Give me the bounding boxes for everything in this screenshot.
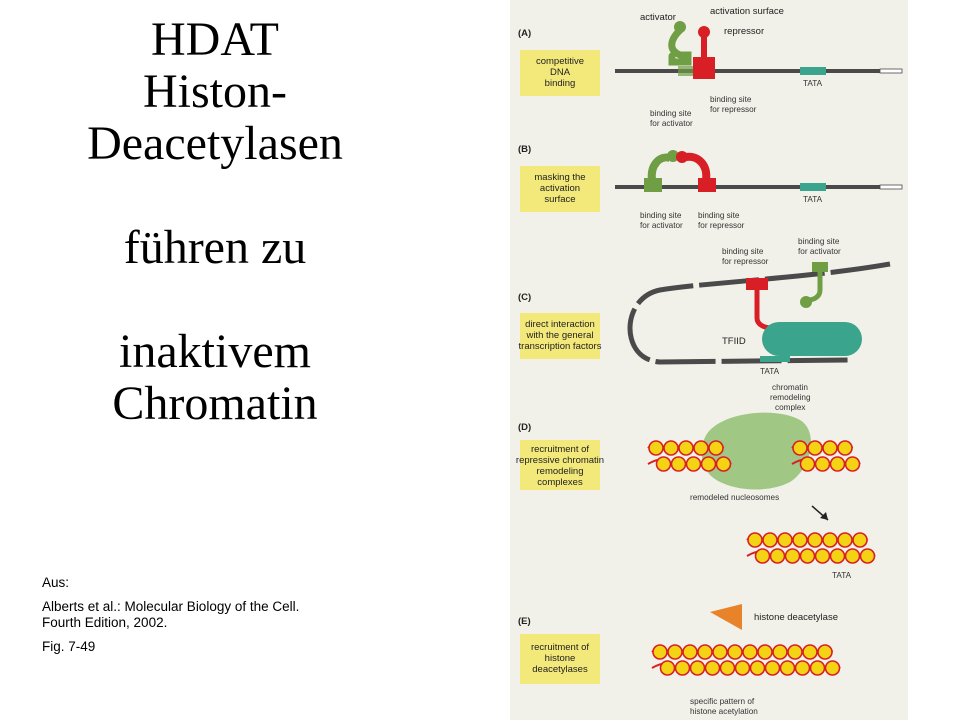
panel-c-label: (C): [518, 292, 532, 303]
panel-c-activator-head: [800, 296, 812, 308]
citation-line-2: Fourth Edition, 2002.: [42, 615, 168, 630]
panel-e-pattern-1: specific pattern of: [690, 697, 755, 706]
title-line-5: inaktivem: [119, 325, 311, 378]
panel-c-tfiid-label: TFIID: [722, 336, 746, 347]
panel-d-left-nucleosome: [649, 441, 663, 455]
panel-e-nucleosome: [758, 645, 772, 659]
panel-e-nucleosome: [751, 661, 765, 675]
panel-d-right-nucleosome: [816, 457, 830, 471]
panel-e-nucleosome: [773, 645, 787, 659]
panel-b-tata-box: [800, 183, 826, 191]
panel-e-nucleosome: [713, 645, 727, 659]
panel-d-result-nucleosome: [808, 533, 822, 547]
panel-d-left-nucleosome: [702, 457, 716, 471]
panel-d-result-nucleosome: [763, 533, 777, 547]
panel-d-right-nucleosome: [823, 441, 837, 455]
panel-e-nucleosome: [818, 645, 832, 659]
panel-c-bs-act-2: for activator: [798, 247, 841, 256]
panel-d-tata-label: TATA: [832, 571, 852, 580]
panel-b-dna-end: [880, 185, 902, 189]
panel-c-activator-base: [812, 262, 828, 272]
panel-b-bs-rep-1: binding site: [698, 211, 740, 220]
panel-b-box-line-1: masking the: [534, 172, 586, 183]
panel-e-nucleosome: [796, 661, 810, 675]
panel-d-left-nucleosome: [687, 457, 701, 471]
panel-d-result-nucleosome: [793, 533, 807, 547]
slide-title: [20, 14, 410, 430]
panel-e-box-line-2: histone: [544, 653, 576, 664]
panel-d-right-nucleosome: [831, 457, 845, 471]
panel-b-bs-act-1: binding site: [640, 211, 682, 220]
panel-c-bs-act-1: binding site: [798, 237, 840, 246]
panel-d-left-nucleosome: [679, 441, 693, 455]
panel-b-tata-label: TATA: [803, 195, 823, 204]
panel-c-bs-rep-1: binding site: [722, 247, 764, 256]
panel-a-bs-rep-2: for repressor: [710, 105, 757, 114]
panel-a-box-line-2: DNA: [549, 67, 571, 78]
title-line-2: Histon-: [143, 65, 287, 118]
panel-d-right-nucleosome: [793, 441, 807, 455]
panel-c-box-line-2: with the general: [526, 330, 594, 341]
panel-d-result-nucleosome: [846, 549, 860, 563]
panel-d-remodel-label-2: remodeling: [770, 393, 811, 402]
panel-d-result-nucleosome: [748, 533, 762, 547]
panel-d-result-nucleosome: [838, 533, 852, 547]
figure-reference: Fig. 7-49: [42, 639, 96, 654]
panel-d-result-nucleosome: [861, 549, 875, 563]
panel-d-result-nucleosome: [831, 549, 845, 563]
panel-a-label: (A): [518, 28, 532, 39]
source-citation: [42, 575, 502, 663]
panel-d-box-line-4: complexes: [537, 477, 583, 488]
panel-c-bs-rep-2: for repressor: [722, 257, 769, 266]
panel-d-right-nucleosome: [808, 441, 822, 455]
panel-d-left-nucleosome: [709, 441, 723, 455]
title-line-1: HDAT: [151, 13, 279, 66]
panel-b-label: (B): [518, 144, 532, 155]
panel-e-pattern-2: histone acetylation: [690, 707, 758, 716]
panel-c-repressor-base: [746, 278, 768, 290]
panel-e-nucleosome: [788, 645, 802, 659]
panel-a-dna: [615, 69, 880, 73]
panel-a-box-line-3: binding: [544, 78, 576, 89]
panel-e-box-line-3: deacetylases: [532, 664, 588, 675]
panel-c-box-line-1: direct interaction: [525, 319, 595, 330]
panel-b-repressor-base: [698, 178, 716, 192]
panel-d-remodel-label-3: complex: [775, 403, 806, 412]
panel-d-result-nucleosome: [853, 533, 867, 547]
panel-e-nucleosome: [721, 661, 735, 675]
title-line-3: Deacetylasen: [87, 117, 343, 170]
panel-d-label: (D): [518, 422, 532, 433]
panel-d-box-line-3: remodeling: [536, 466, 584, 477]
citation-text: [42, 599, 502, 631]
panel-e-nucleosome: [676, 661, 690, 675]
source-label: Aus:: [42, 575, 70, 590]
panel-d-result-nucleosome: [771, 549, 785, 563]
panel-b-bs-rep-2: for repressor: [698, 221, 745, 230]
panel-d-result-nucleosome: [801, 549, 815, 563]
citation-line-1: Alberts et al.: Molecular Biology of the Cell.: [42, 599, 300, 614]
panel-e-nucleosome: [803, 645, 817, 659]
title-line-6: Chromatin: [112, 377, 318, 430]
panel-b-box-line-2: activation: [539, 183, 581, 194]
panel-e-nucleosome: [728, 645, 742, 659]
panel-d-box-line-1: recruitment of: [530, 444, 590, 455]
panel-d-result-nucleosome: [786, 549, 800, 563]
panel-e-nucleosome: [826, 661, 840, 675]
panel-d-result-nucleosome: [778, 533, 792, 547]
panel-a-tata-label: TATA: [803, 79, 823, 88]
panel-d-box-line-2: repressive chromatin: [515, 455, 605, 466]
panel-d-left-nucleosome: [664, 441, 678, 455]
panel-d-result-nucleosome: [823, 533, 837, 547]
panel-e-hdac-label: histone deacetylase: [754, 612, 838, 623]
panel-c-box-line-3: transcription factors: [518, 341, 602, 352]
panel-d-left-nucleosome: [657, 457, 671, 471]
panel-e-label: (E): [518, 616, 531, 627]
panel-e-nucleosome: [668, 645, 682, 659]
panel-e-box-line-1: recruitment of: [530, 642, 590, 653]
panel-b-activator-base: [644, 178, 662, 192]
panel-e-nucleosome: [743, 645, 757, 659]
panel-e-nucleosome: [653, 645, 667, 659]
panel-a-activator-label: activator: [640, 12, 676, 23]
panel-d-left-nucleosome: [672, 457, 686, 471]
panel-d-right-nucleosome: [838, 441, 852, 455]
title-line-4: führen zu: [123, 221, 307, 274]
panel-d-left-nucleosome: [717, 457, 731, 471]
panel-a-dna-end: [880, 69, 902, 73]
panel-d-remodel-label-1: chromatin: [772, 383, 808, 392]
panel-a-bs-act-1: binding site: [650, 109, 692, 118]
figure-svg: [510, 0, 908, 720]
panel-e-nucleosome: [766, 661, 780, 675]
panel-e-nucleosome: [698, 645, 712, 659]
panel-a-repressor-label: repressor: [724, 26, 765, 37]
panel-b-box-line-3: surface: [544, 194, 576, 205]
panel-a-bs-rep-1: binding site: [710, 95, 752, 104]
panel-e-nucleosome: [811, 661, 825, 675]
panel-c-tata-box: [760, 356, 790, 362]
panel-e-nucleosome: [683, 645, 697, 659]
panel-c-tata-label: TATA: [760, 367, 780, 376]
panel-e-nucleosome: [736, 661, 750, 675]
panel-c-tfiid: [762, 322, 862, 356]
panel-e-nucleosome: [691, 661, 705, 675]
panel-a-repressor-head: [698, 26, 710, 38]
panel-d-right-nucleosome: [846, 457, 860, 471]
panel-a-box-line-1: competitive: [535, 56, 585, 67]
panel-a-activation-surface-label: activation surface: [710, 6, 784, 17]
panel-d-right-nucleosome: [801, 457, 815, 471]
panel-a-bs-act-2: for activator: [650, 119, 693, 128]
panel-d-remodeled-label: remodeled nucleosomes: [690, 493, 780, 502]
panel-a-tata-box: [800, 67, 826, 75]
panel-d-result-nucleosome: [816, 549, 830, 563]
panel-d-result-nucleosome: [756, 549, 770, 563]
repressor-mechanisms-figure: [510, 0, 908, 720]
panel-e-nucleosome: [781, 661, 795, 675]
panel-d-left-nucleosome: [694, 441, 708, 455]
panel-b-repressor-head: [676, 151, 688, 163]
panel-e-nucleosome: [661, 661, 675, 675]
panel-e-nucleosome: [706, 661, 720, 675]
panel-b-bs-act-2: for activator: [640, 221, 683, 230]
